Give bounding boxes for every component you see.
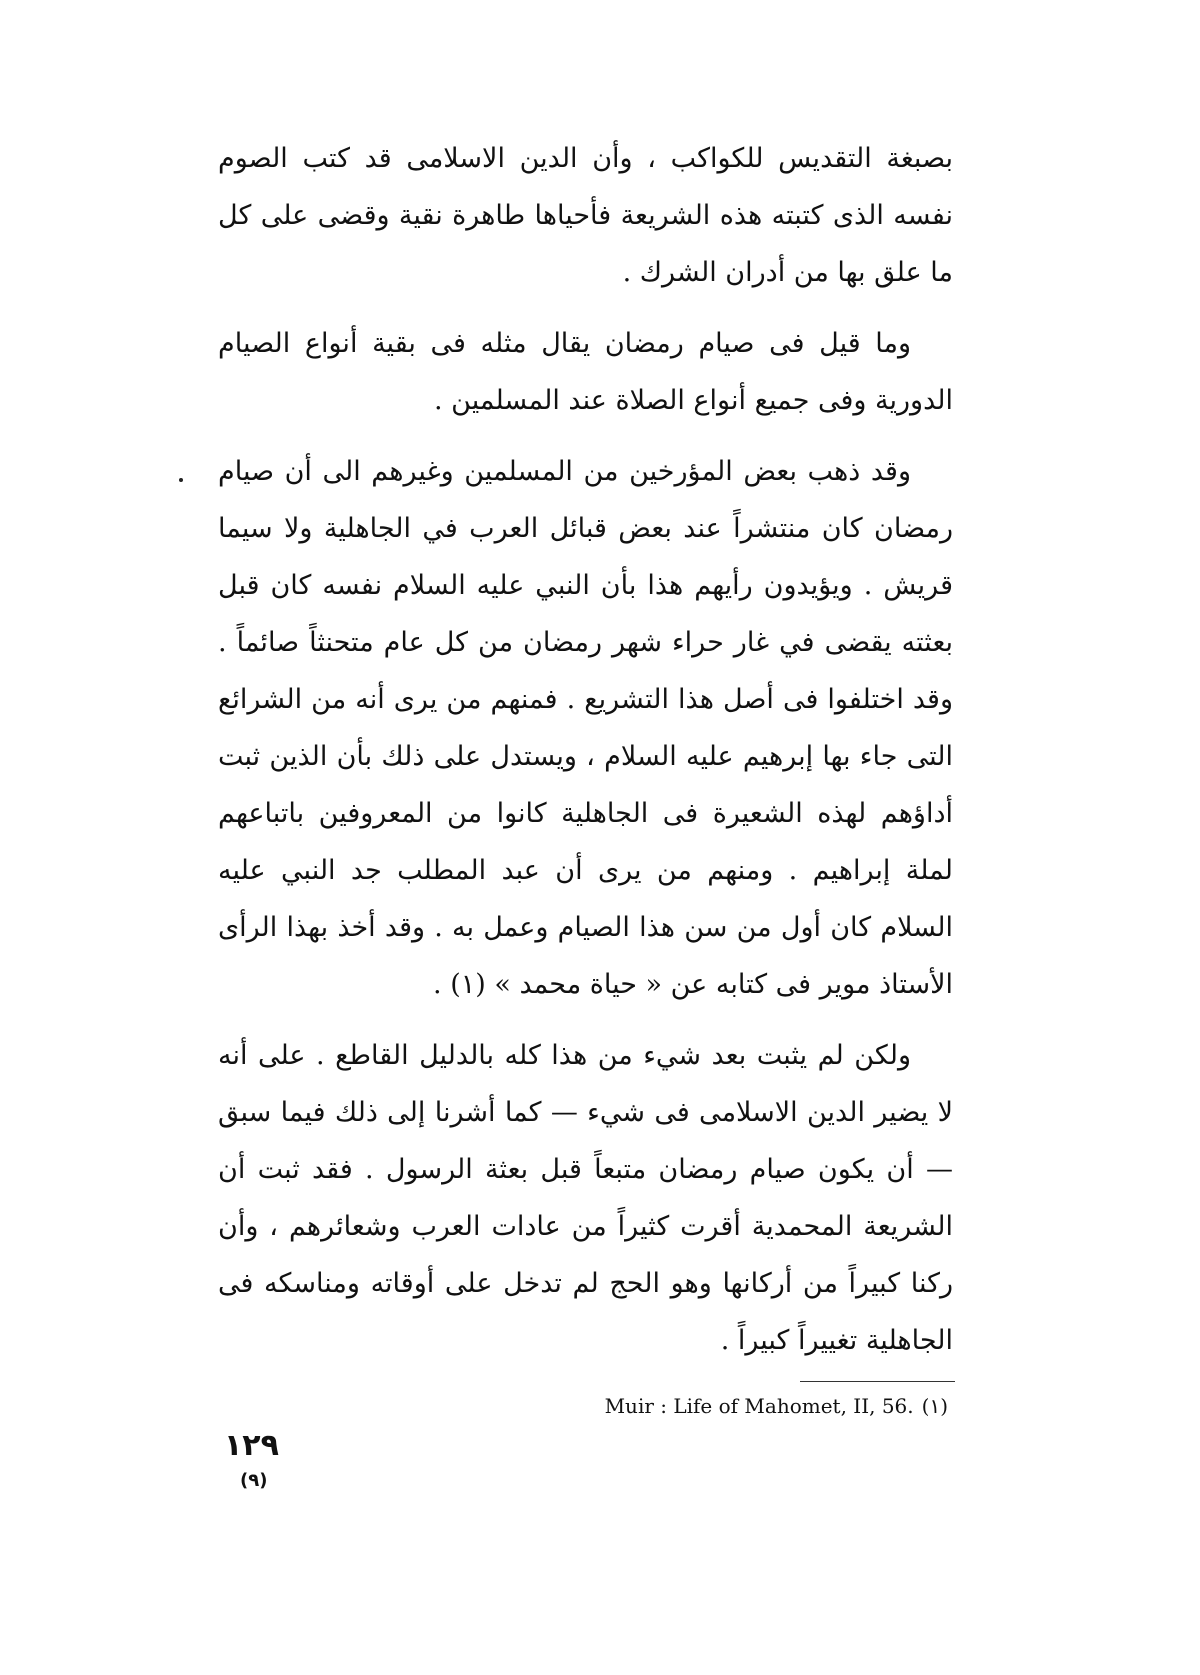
paragraph-3: وقد ذهب بعض المؤرخين من المسلمين وغيرهم الى أن صيام رمضان كان منتشراً عند بعض قبائل العرب في الجاهلية ولا سيما قريش . ويؤيدون رأيهم هذا بأن النبي عليه السلام نفسه كان قبل بعثته يقضى في غار حراء شهر رمضان من كل عام متحنثاً صائماً . وقد اختلفوا فى أصل هذا التشريع . فمنهم من يرى أنه من الشرائع التى جاء بها إبرهيم عليه السلام ، ويستدل على ذلك بأن الذين ثبت أداؤهم لهذه الشعيرة فى الجاهلية كانوا من المعروفين باتباعهم لملة إبراهيم . ومنهم من يرى أن عبد المطلب جد النبي عليه السلام كان أول من سن هذا الصيام وعمل به . وقد أخذ بهذا الرأى الأستاذ موير فى كتابه عن « حياة محمد » (١) . [218, 456, 953, 1000]
footnote-marker: (١) [921, 1394, 948, 1418]
body-text [218, 130, 953, 1369]
paragraph-4: ولكن لم يثبت بعد شيء من هذا كله بالدليل القاطع . على أنه لا يضير الدين الاسلامى فى شيء — كما أشرنا إلى ذلك فيما سبق — أن يكون صيام رمضان متبعاً قبل بعثة الرسول . فقد ثبت أن الشريعة المحمدية أقرت كثيراً من عادات العرب وشعائرهم ، وأن ركنا كبيراً من أركانها وهو الحج لم تدخل على أوقاته ومناسكه فى الجاهلية تغييراً كبيراً . [218, 1040, 953, 1356]
footnote [460, 1391, 948, 1421]
scan-speck [179, 478, 183, 482]
footnote-rule [800, 1381, 955, 1382]
signature-mark: (٩) [240, 1470, 268, 1491]
paragraph-2: وما قيل فى صيام رمضان يقال مثله فى بقية أنواع الصيام الدورية وفى جميع أنواع الصلاة عند المسلمين . [218, 328, 953, 416]
paragraph-1: بصبغة التقديس للكواكب ، وأن الدين الاسلامى قد كتب الصوم نفسه الذى كتبته هذه الشريعة فأحياها طاهرة نقية وقضى على كل ما علق بها من أدران الشرك . [218, 143, 953, 288]
footnote-text: Muir : Life of Mahomet, II, 56. [604, 1394, 914, 1418]
page-number: ١٢٩ [224, 1428, 279, 1463]
